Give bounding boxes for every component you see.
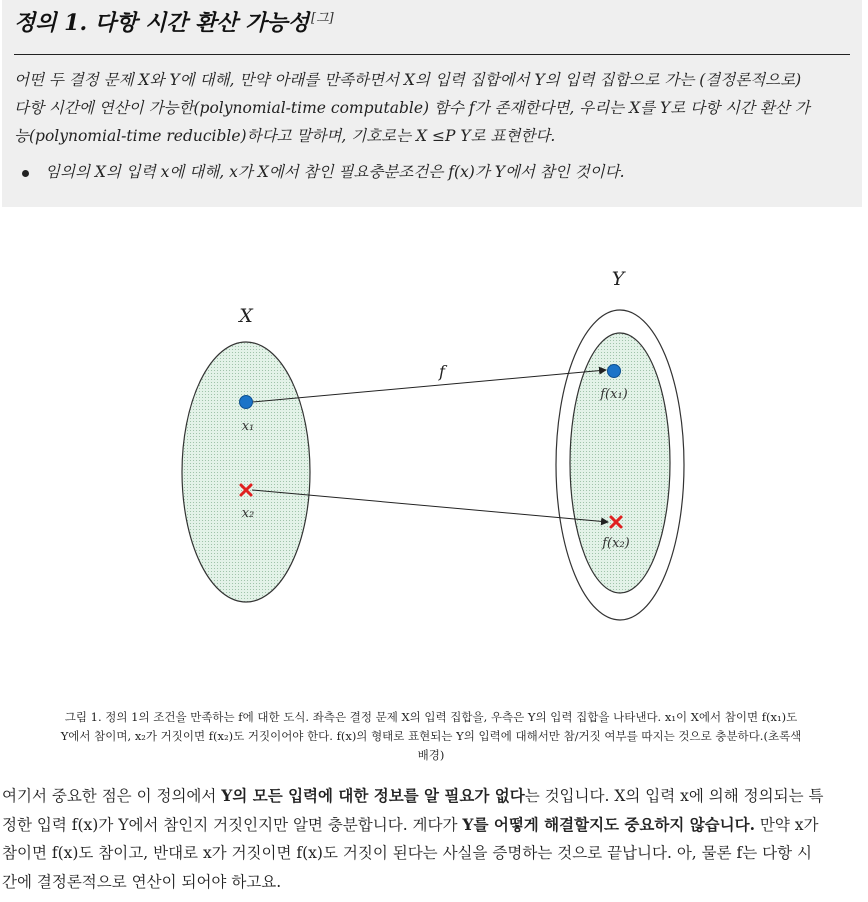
set-x-label: X: [239, 305, 253, 327]
definition-box: [2, 0, 862, 207]
definition-body: [14, 66, 854, 150]
explanation-paragraph: [2, 782, 864, 896]
paragraph-emphasis: Y의 모든 입력에 대한 정보를 알 필요가 없다: [221, 786, 525, 805]
definition-line: 능(polynomial-time reducible)하다고 말하며, 기호로는 X ≤P Y로 표현한다.: [14, 127, 556, 145]
bullet-text: 임의의 X의 입력 x에 대해, x가 X에서 참인 필요충분조건은 f(x)가 Y에서 참인 것이다.: [45, 163, 625, 181]
bullet-icon: [22, 170, 29, 177]
paragraph-line: 참이면 f(x)도 참이고, 반대로 x가 거짓이면 f(x)도 거짓이 된다는 사실을 증명하는 것으로 끝납니다. 아, 물론 f는 다항 시: [2, 844, 813, 862]
footnote-link[interactable]: [그]: [311, 10, 334, 26]
caption-line: 배경): [417, 748, 445, 762]
fx1-label: f(x₁): [600, 387, 628, 402]
paragraph-text: 여기서 중요한 점은 이 정의에서: [2, 787, 222, 805]
set-x-ellipse: [182, 342, 310, 602]
paragraph-text: 정한 입력 f(x)가 Y에서 참인지 거짓인지만 알면 충분합니다. 게다가: [2, 815, 463, 834]
fx2-label: f(x₂): [602, 536, 630, 551]
reduction-diagram: [0, 240, 868, 680]
function-label: f: [439, 362, 445, 381]
definition-bullet: [22, 160, 625, 182]
caption-line: Y에서 참이며, x₂가 거짓이면 f(x₂)도 거짓이어야 한다. f(x)의 형태로 표현되는 Y의 입력에 대해서만 참/거짓 여부를 따지는 것으로 충분하다.(초록색: [60, 729, 802, 743]
set-y-label: Y: [611, 268, 625, 290]
definition-title: [14, 6, 334, 37]
diagram-svg: [0, 240, 868, 680]
title-divider: [14, 54, 850, 55]
paragraph-line: [2, 782, 864, 811]
paragraph-line: 간에 결정론적으로 연산이 되어야 하고요.: [2, 872, 282, 891]
definition-title-text: 정의 1. 다항 시간 환산 가능성: [14, 10, 310, 36]
figure-caption: [2, 708, 860, 765]
mapping-arrow-x1: [252, 370, 606, 402]
paragraph-text: 만약 x가: [755, 815, 819, 834]
paragraph-text: 는 것입니다. X의 입력 x에 의해 정의되는 특: [524, 787, 824, 805]
paragraph-emphasis: Y를 어떻게 해결할지도 중요하지 않습니다.: [462, 814, 755, 834]
fx1-point: [608, 365, 621, 378]
definition-line: 어떤 두 결정 문제 X와 Y에 대해, 만약 아래를 만족하면서 X의 입력 집합에서 Y의 입력 집합으로 가는 (결정론적으로): [14, 71, 802, 89]
x1-point: [240, 396, 253, 409]
x1-label: x₁: [241, 419, 255, 434]
caption-line: 그림 1. 정의 1의 조건을 만족하는 f에 대한 도식. 좌측은 결정 문제 X의 입력 집합을, 우측은 Y의 입력 집합을 나타낸다. x₁이 X에서 참이면 f(x₁)도: [64, 710, 798, 724]
definition-line: 다항 시간에 연산이 가능한(polynomial-time computable) 함수 f가 존재한다면, 우리는 X를 Y로 다항 시간 환산 가: [14, 99, 810, 117]
x2-label: x₂: [241, 506, 255, 521]
paragraph-line: [2, 811, 864, 840]
